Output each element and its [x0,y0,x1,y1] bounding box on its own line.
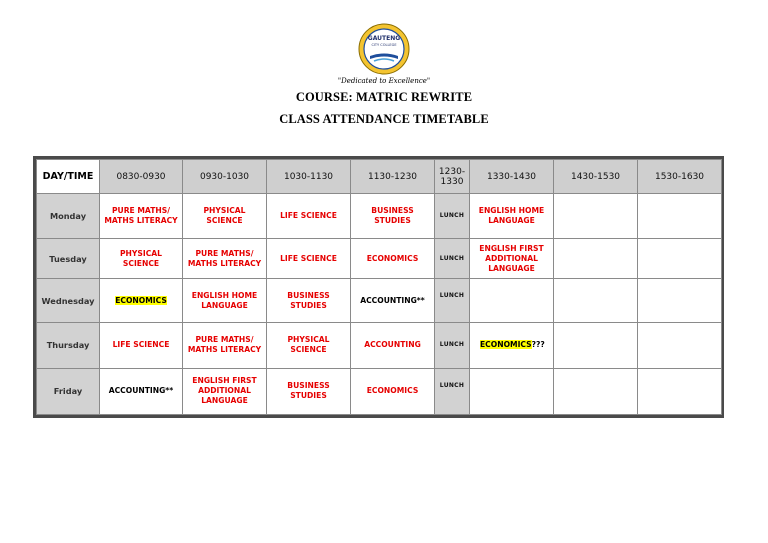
subject-cell: PHYSICAL SCIENCE [183,194,267,239]
day-cell: Monday [37,194,100,239]
day-cell: Thursday [37,322,100,368]
subject-cell: ENGLISH HOME LANGUAGE [183,279,267,322]
subject-cell: ECONOMICS [351,368,435,414]
subject-cell: PURE MATHS/ MATHS LITERACY [183,322,267,368]
empty-cell [554,239,638,279]
column-header: 1430-1530 [554,160,638,194]
table-row-monday [37,194,722,239]
subject-cell: ENGLISH FIRST ADDITIONAL LANGUAGE [183,368,267,414]
table-row-wednesday [37,279,722,322]
column-header: 1230-1330 [435,160,470,194]
course-title: COURSE: MATRIC REWRITE [295,90,473,104]
empty-cell [554,194,638,239]
empty-cell [638,239,722,279]
timetable [33,156,724,418]
subject-cell: BUSINESS STUDIES [267,279,351,322]
column-header: 1530-1630 [638,160,722,194]
subject-cell: ACCOUNTING** [100,368,183,414]
column-header: 1030-1130 [267,160,351,194]
table-row-thursday [37,322,722,368]
corner-header: DAY/TIME [37,160,100,194]
column-header: 1330-1430 [470,160,554,194]
day-cell: Tuesday [37,239,100,279]
lunch-cell: LUNCH [435,239,470,279]
lunch-cell: LUNCH [435,368,470,414]
subject-cell: LIFE SCIENCE [267,194,351,239]
subject-cell: ECONOMICS??? [470,322,554,368]
subject-cell: ENGLISH HOME LANGUAGE [470,194,554,239]
empty-cell [554,279,638,322]
empty-cell [638,194,722,239]
logo-line-1: GAUTENG [367,35,401,42]
subject-cell: ACCOUNTING [351,322,435,368]
empty-cell [638,368,722,414]
day-cell: Wednesday [37,279,100,322]
subject-cell: LIFE SCIENCE [267,239,351,279]
subject-cell: PURE MATHS/ MATHS LITERACY [183,239,267,279]
subject-cell: PHYSICAL SCIENCE [267,322,351,368]
lunch-cell: LUNCH [435,279,470,322]
column-header: 1130-1230 [351,160,435,194]
table-row-tuesday [37,239,722,279]
empty-cell [554,368,638,414]
subject-cell: ENGLISH FIRST ADDITIONAL LANGUAGE [470,239,554,279]
lunch-cell: LUNCH [435,194,470,239]
empty-cell [470,368,554,414]
column-header: 0830-0930 [100,160,183,194]
empty-cell [638,279,722,322]
empty-cell [638,322,722,368]
subject-cell: PURE MATHS/ MATHS LITERACY [100,194,183,239]
empty-cell [554,322,638,368]
table-header-row [37,160,722,194]
subject-cell: ACCOUNTING** [351,279,435,322]
table-row-friday [37,368,722,414]
tagline: "Dedicated to Excellence" [337,77,431,85]
subject-cell [100,279,183,322]
lunch-cell: LUNCH [435,322,470,368]
day-cell: Friday [37,368,100,414]
highlighted-text: ECONOMICS [480,340,532,350]
subject-cell: LIFE SCIENCE [100,322,183,368]
empty-cell [470,279,554,322]
logo-line-2: CITY COLLEGE [371,43,397,47]
subject-cell: BUSINESS STUDIES [267,368,351,414]
column-header: 0930-1030 [183,160,267,194]
subject-cell: BUSINESS STUDIES [351,194,435,239]
subject-cell: PHYSICAL SCIENCE [100,239,183,279]
timetable-title: CLASS ATTENDANCE TIMETABLE [279,112,489,126]
subject-cell: ECONOMICS [351,239,435,279]
college-logo [358,23,410,75]
highlighted-text: ECONOMICS [115,295,167,305]
